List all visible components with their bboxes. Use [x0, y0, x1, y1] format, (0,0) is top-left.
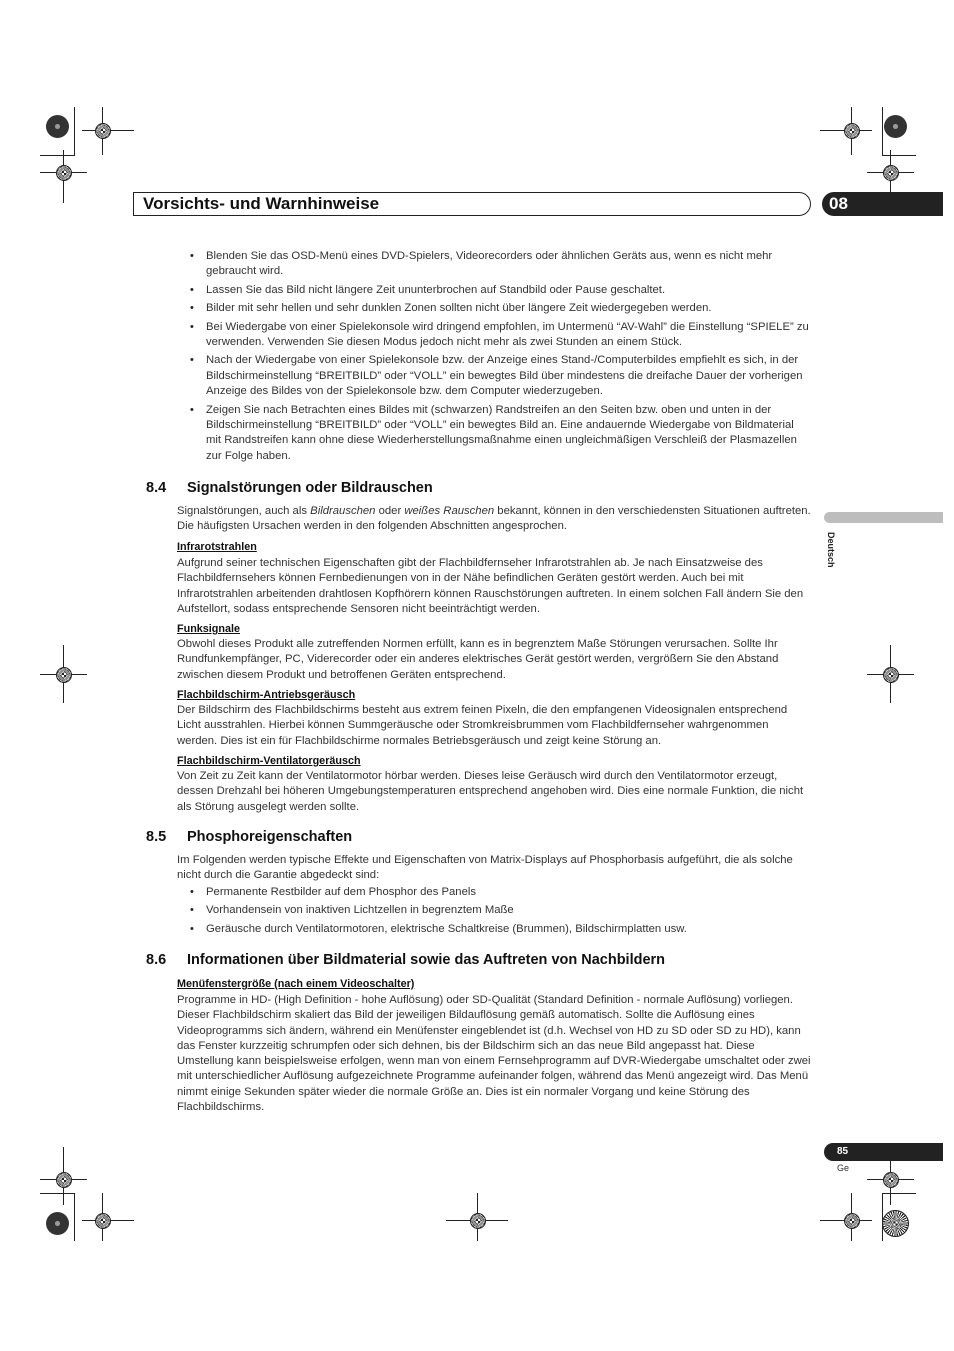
list-item: • Blenden Sie das OSD-Menü eines DVD-Spielers, Videorecorders oder ähnlichen Geräts aus, wenn es nicht mehr gebraucht wird.: [190, 249, 810, 280]
list-item: • Vorhandensein von inaktiven Lichtzellen in begrenztem Maße: [190, 903, 810, 918]
paragraph-drive-noise: Der Bildschirm des Flachbildschirms besteht aus extrem feinen Pixeln, die den empfangenen Videosignalen entsprechend Licht ausstrahlen. Hierbei können Summgeräusche oder Stromkreisbrummen vom Flachbildfernseher wahrgenommen werden. Dies ist ein für Flachbildschirme normales Betriebsgeräusch und zeigt keine Störung an.: [177, 704, 788, 747]
chapter-number: 08: [829, 194, 848, 213]
list-item: • Lassen Sie das Bild nicht längere Zeit ununterbrochen auf Standbild oder Pause geschaltet.: [190, 283, 810, 298]
registration-disc: [46, 115, 69, 138]
language-code: Ge: [837, 1163, 850, 1173]
page-number-badge: [824, 1143, 943, 1161]
list-item: • Nach der Wiedergabe von einer Spielekonsole bzw. der Anzeige eines Stand-/Computerbildes empfiehlt es sich, in der Bildschirmeinstellung “BREITBILD” oder “VOLL” ein bewegtes Bild über mindestens die dreifache Dauer der vorherigen Anzeige des Bildes von der Spielekonsole bzw. dem Computer wiederzugeben.: [190, 353, 810, 399]
paragraph-infrared: Aufgrund seiner technischen Eigenschaften gibt der Flachbildfernseher Infrarotstrahlen ab. Je nach Einsatzweise des Flachbildfernsehers können Fernbedienungen von in der Nähe befindlichen Geräten gestört werden. Auch bei mit Infrarotstrahlen arbeitenden drahtlosen Kopfhörern können Rauschstörungen auftreten. In einem solchen Fall ändern Sie den Aufstellort, sodass entsprechende Sensoren nicht beeinträchtigt werden.: [177, 557, 804, 615]
section-heading-8-5: [146, 829, 352, 845]
text-run: bekannt, können in den verschiedensten Situationen auftreten. Die häufigsten Ursachen werden in den folgenden Abschnitten angesprochen.: [177, 505, 811, 533]
subheading-menu-size: Menüfenstergröße (nach einem Videoschalter): [177, 978, 415, 990]
paragraph-radio: Obwohl dieses Produkt alle zutreffenden Normen erfüllt, kann es in begrenztem Maße Störungen verursachen. Sollte Ihr Rundfunkempfänger, PC, Viderecorder oder ein anderes elektrisches Gerät gestört werden, vergrößern Sie den Abstand zwischen diesem Produkt und betroffenen Geräten entsprechend.: [177, 638, 779, 681]
registration-target: [95, 123, 111, 139]
subheading-fan-noise: Flachbildschirm-Ventilatorgeräusch: [177, 755, 361, 767]
subheading-infrared: Infrarotstrahlen: [177, 541, 257, 553]
language-label: Deutsch: [826, 532, 836, 568]
chapter-badge: [822, 192, 943, 216]
section-intro: [177, 504, 811, 535]
section-title: Phosphoreigenschaften: [187, 829, 353, 845]
paragraph-fan-noise: Von Zeit zu Zeit kann der Ventilatormotor hörbar werden. Dieses leise Geräusch wird durch den Ventilatormotor erzeugt, dessen Drehzahl bei höheren Umgebungstemperaturen entsprechend angehoben wird. Dies eine normale Funktion, die nicht als Störung ausgelegt werden sollte.: [177, 770, 804, 813]
section-title: Informationen über Bildmaterial sowie das Auftreten von Nachbildern: [187, 952, 666, 968]
phosphor-bullet-list: [190, 885, 810, 940]
section-number: 8.6: [146, 952, 167, 968]
italic-term: Bildrauschen: [310, 505, 376, 517]
subheading-drive-noise: Flachbildschirm-Antriebsgeräusch: [177, 689, 356, 701]
section-number: 8.4: [146, 480, 167, 496]
list-item: • Geräusche durch Ventilatormotoren, elektrische Schaltkreise (Brummen), Bildschirmplatten usw.: [190, 922, 810, 937]
section-number: 8.5: [146, 829, 167, 845]
page-title: Vorsichts- und Warnhinweise: [143, 194, 380, 213]
text-run: Signalstörungen, auch als: [177, 505, 311, 517]
list-item: • Permanente Restbilder auf dem Phosphor des Panels: [190, 885, 810, 900]
intro-bullet-list: [190, 249, 810, 467]
text-run: oder: [375, 505, 405, 517]
list-item: • Bilder mit sehr hellen und sehr dunklen Zonen sollten nicht über längere Zeit wiedergegeben werden.: [190, 301, 810, 316]
paragraph-menu-size: Programme in HD- (High Definition - hohe Auflösung) oder SD-Qualität (Standard Definition - normale Auflösung) vorliegen. Dieser Flachbildschirm skaliert das Bild der jeweiligen Bildauflösung gemäß automatisch. Sollte die Auflösung eines Videoprogramms sich ändern, während ein Menüfenster eingeblendet ist (d.h. Wechsel von HD zu SD oder SD zu HD), kann das Fenster kurzzeitig schrumpfen oder sich dehnen, bis der Bildschirm sich an das neue Bild angepasst hat. Diese Umstellung kann beispielsweise erfolgen, wenn man von einem Fernsehprogramm auf DVR-Wiedergabe umschaltet oder zwei mit unterschiedlicher Auflösung aufgezeichnete Programme aufeinander folgen, während das Menü angezeigt wird. Das Menü nimmt einige Sekunden später wieder die normale Größe an. Dies ist ein normaler Vorgang und keine Störung des Flachbildschirms.: [177, 994, 811, 1114]
list-item: • Zeigen Sie nach Betrachten eines Bildes mit (schwarzen) Randstreifen an den Seiten bzw. oben und unten in der Bildschirmeinstellung “BREITBILD” oder “VOLL” ein bewegtes Bild an. Eine andauernde Wiedergabe von Bildmaterial mit Randstreifen kann ohne diese Wiederherstellungsmaßnahme einen ungleichmäßigen Verschleiß der Plasmazellen zur Folge haben.: [190, 403, 810, 465]
italic-term: weißes Rauschen: [404, 505, 495, 517]
page-number: 85: [837, 1146, 849, 1157]
list-item: • Bei Wiedergabe von einer Spielekonsole wird dringend empfohlen, im Untermenü “AV-Wahl” die Einstellung “SPIELE” zu verwenden. Verwenden Sie diesen Modus jedoch nicht mehr als zwei Stunden an einem Stück.: [190, 320, 810, 351]
subheading-radio: Funksignale: [177, 623, 240, 635]
section-title: Signalstörungen oder Bildrauschen: [187, 480, 433, 496]
section-heading-8-6: [146, 952, 665, 968]
language-tab: [824, 512, 943, 523]
section-intro: Im Folgenden werden typische Effekte und Eigenschaften von Matrix-Displays auf Phosphorbasis aufgeführt, die als solche nicht durch die Garantie abgedeckt sind:: [177, 854, 793, 882]
section-heading-8-4: [146, 480, 433, 496]
